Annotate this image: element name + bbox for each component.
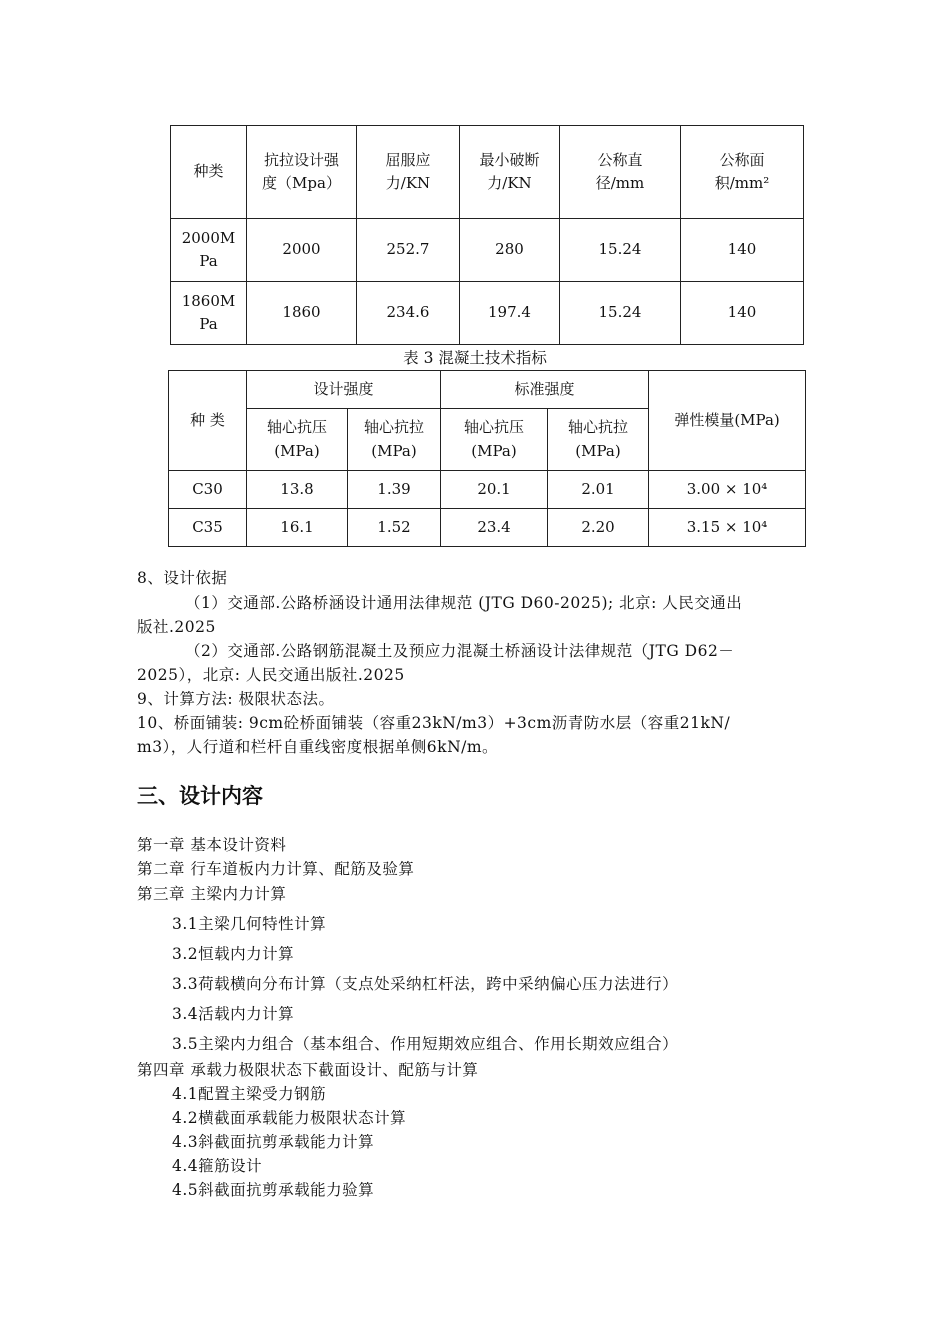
table-caption: 表 3 混凝土技术指标	[403, 349, 547, 367]
toc-subsection: 3.4活载内力计算	[172, 1005, 295, 1023]
header-cell: 公称直径/mm	[560, 126, 681, 219]
table-cell: 2000	[247, 219, 357, 282]
paragraph-line: 9、计算方法: 极限状态法。	[137, 690, 335, 708]
table-cell: 140	[681, 219, 804, 282]
toc-subsection: 4.2横截面承载能力极限状态计算	[172, 1109, 407, 1127]
header-cell: 设计强度	[247, 371, 441, 409]
table-header-row	[171, 126, 804, 219]
table-cell: 280	[460, 219, 560, 282]
table-header-row	[169, 371, 806, 409]
section-heading: 三、设计内容	[137, 784, 263, 808]
table-cell: 3.00 × 10⁴	[649, 471, 806, 509]
header-cell: 轴心抗压(MPa)	[441, 409, 548, 471]
toc-subsection: 4.4箍筋设计	[172, 1157, 263, 1175]
table-cell: 3.15 × 10⁴	[649, 509, 806, 547]
table-cell: 252.7	[357, 219, 460, 282]
header-cell: 标准强度	[441, 371, 649, 409]
section-title: 8、设计依据	[137, 569, 228, 587]
header-cell: 弹性模量(MPa)	[649, 371, 806, 471]
paragraph-line: （2）交通部.公路钢筋混凝土及预应力混凝土桥涵设计法律规范（JTG D62－	[185, 642, 735, 660]
table-cell: 15.24	[560, 282, 681, 345]
paragraph-line: （1）交通部.公路桥涵设计通用法律规范 (JTG D60-2025); 北京: 人民交通出	[185, 594, 743, 612]
header-cell: 轴心抗拉(MPa)	[348, 409, 441, 471]
table-cell: 13.8	[247, 471, 348, 509]
paragraph-line: 版社.2025	[137, 618, 216, 636]
toc-chapter: 第四章 承载力极限状态下截面设计、配筋与计算	[137, 1061, 479, 1079]
table-cell: 197.4	[460, 282, 560, 345]
header-cell: 抗拉设计强度（Mpa）	[247, 126, 357, 219]
table-cell: 16.1	[247, 509, 348, 547]
toc-subsection: 4.1配置主梁受力钢筋	[172, 1085, 327, 1103]
header-cell: 轴心抗压(MPa)	[247, 409, 348, 471]
table-cell: 1.39	[348, 471, 441, 509]
header-cell: 种 类	[169, 371, 247, 471]
table-cell: 2000MPa	[171, 219, 247, 282]
table-cell: 15.24	[560, 219, 681, 282]
toc-subsection: 4.5斜截面抗剪承载能力验算	[172, 1181, 375, 1199]
toc-subsection: 3.5主梁内力组合（基本组合、作用短期效应组合、作用长期效应组合）	[172, 1035, 679, 1053]
table-cell: C30	[169, 471, 247, 509]
toc-subsection: 3.2恒载内力计算	[172, 945, 295, 963]
header-cell: 轴心抗拉(MPa)	[548, 409, 649, 471]
paragraph-line: m3），人行道和栏杆自重线密度根据单侧6kN/m。	[137, 738, 499, 756]
toc-chapter: 第二章 行车道板内力计算、配筋及验算	[137, 860, 415, 878]
header-cell: 种类	[171, 126, 247, 219]
header-cell: 屈服应力/KN	[357, 126, 460, 219]
table-cell: 1860MPa	[171, 282, 247, 345]
table-cell: 23.4	[441, 509, 548, 547]
paragraph-line: 10、桥面铺装: 9cm砼桥面铺装（容重23kN/m3）+3cm沥青防水层（容重21kN/	[137, 714, 731, 732]
toc-subsection: 3.1主梁几何特性计算	[172, 915, 327, 933]
table-cell: 2.20	[548, 509, 649, 547]
table-cell: 1.52	[348, 509, 441, 547]
concrete-spec-table	[168, 370, 806, 547]
toc-subsection: 4.3斜截面抗剪承载能力计算	[172, 1133, 375, 1151]
table-cell: 234.6	[357, 282, 460, 345]
table-cell: 20.1	[441, 471, 548, 509]
toc-subsection: 3.3荷载横向分布计算（支点处采纳杠杆法，跨中采纳偏心压力法进行）	[172, 975, 679, 993]
table-row	[169, 471, 806, 509]
table-cell: 140	[681, 282, 804, 345]
header-cell: 最小破断力/KN	[460, 126, 560, 219]
strand-spec-table	[170, 125, 804, 345]
header-cell: 公称面积/mm²	[681, 126, 804, 219]
toc-chapter: 第三章 主梁内力计算	[137, 885, 287, 903]
table-row	[169, 509, 806, 547]
paragraph-line: 2025），北京: 人民交通出版社.2025	[137, 666, 405, 684]
table-cell: 2.01	[548, 471, 649, 509]
table-row	[171, 219, 804, 282]
table-cell: 1860	[247, 282, 357, 345]
table-cell: C35	[169, 509, 247, 547]
toc-chapter: 第一章 基本设计资料	[137, 836, 287, 854]
table-row	[171, 282, 804, 345]
